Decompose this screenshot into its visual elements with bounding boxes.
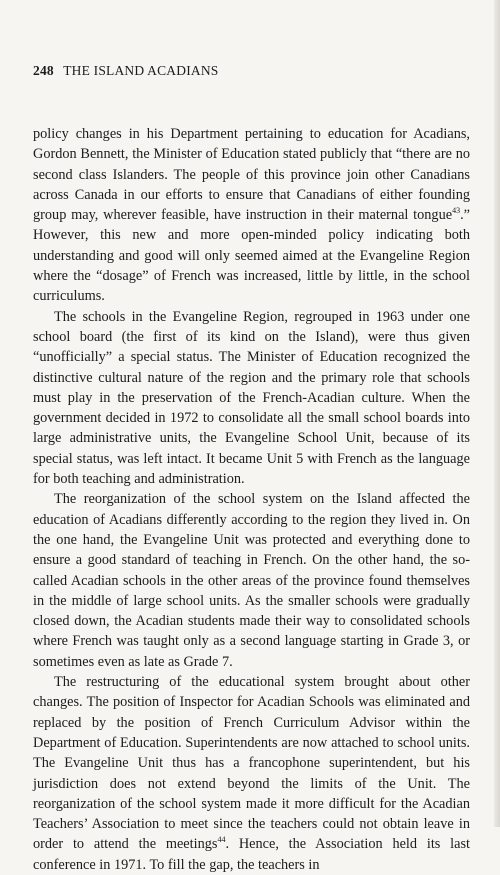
paragraph-text: The reorganization of the school system on the Island affected the education of Acadians differently according to the region they lived in. On the one hand, the Evangeline Unit was protected and everything done to ensure a good standard of teaching in French. On the other hand, the so-called Acadian schools in the other areas of the province found themselves in the middle of large school units. As the smaller schools were gradually closed down, the Acadian students made their way to consolidated schools where French was taught only as a second language starting in Grade 3, or sometimes even as late as Grade 7. — [33, 491, 470, 670]
page-number: 248 — [33, 63, 54, 78]
paragraph — [33, 672, 470, 875]
paragraph-text: The restructuring of the educational system brought about other changes. The position of Inspector for Acadian Schools was eliminated and replaced by the position of French Curriculum Advisor within the Department of Education. Superintendents are now attached to school units. The Evangeline Unit thus has a francophone superintendent, but his jurisdiction does not extend beyond the limits of the Unit. The reorganization of the school system made it more difficult for the Acadian Teachers’ Association to meet since the teachers could not obtain leave in order to attend the meetings — [33, 674, 470, 853]
paragraph-text: policy changes in his Department pertaining to education for Acadians, Gordon Bennett, the Minister of Education stated publicly that “there are no second class Islanders. The people of this province join other Canadians across Canada in our efforts to ensure that Canadians of either founding group may, wherever feasible, have instruction in their maternal tongue — [33, 126, 470, 224]
running-title: THE ISLAND ACADIANS — [63, 63, 219, 78]
paragraph-text: The schools in the Evangeline Region, regrouped in 1963 under one school board (the first of its kind on the Island), were thus given “unofficially” a special status. The Minister of Education recognized the distinctive cultural nature of the region and the primary role that schools must play in the preservation of the French-Acadian culture. When the government decided in 1972 to consolidate all the small school boards into large administrative units, the Evangeline School Unit, because of its special status, was left intact. It became Unit 5 with French as the language for both teaching and administration. — [33, 308, 470, 488]
paragraph — [33, 307, 470, 490]
paragraph-text: .” However, this new and more open-minded policy indicating both understanding and good will only seemed aimed at the Evangeline Region where the “dosage” of French was increased, little by little, in the school curriculums. — [33, 207, 470, 305]
body-text — [33, 124, 470, 875]
footnote-marker: 44 — [217, 835, 226, 845]
paragraph — [33, 124, 470, 307]
page-edge — [494, 0, 500, 827]
footnote-marker: 43 — [452, 206, 461, 216]
paragraph-text: . Hence, the Association held its last conference in 1971. To fill the gap, the teachers in — [33, 836, 470, 873]
running-head — [33, 63, 219, 79]
paragraph — [33, 489, 470, 672]
